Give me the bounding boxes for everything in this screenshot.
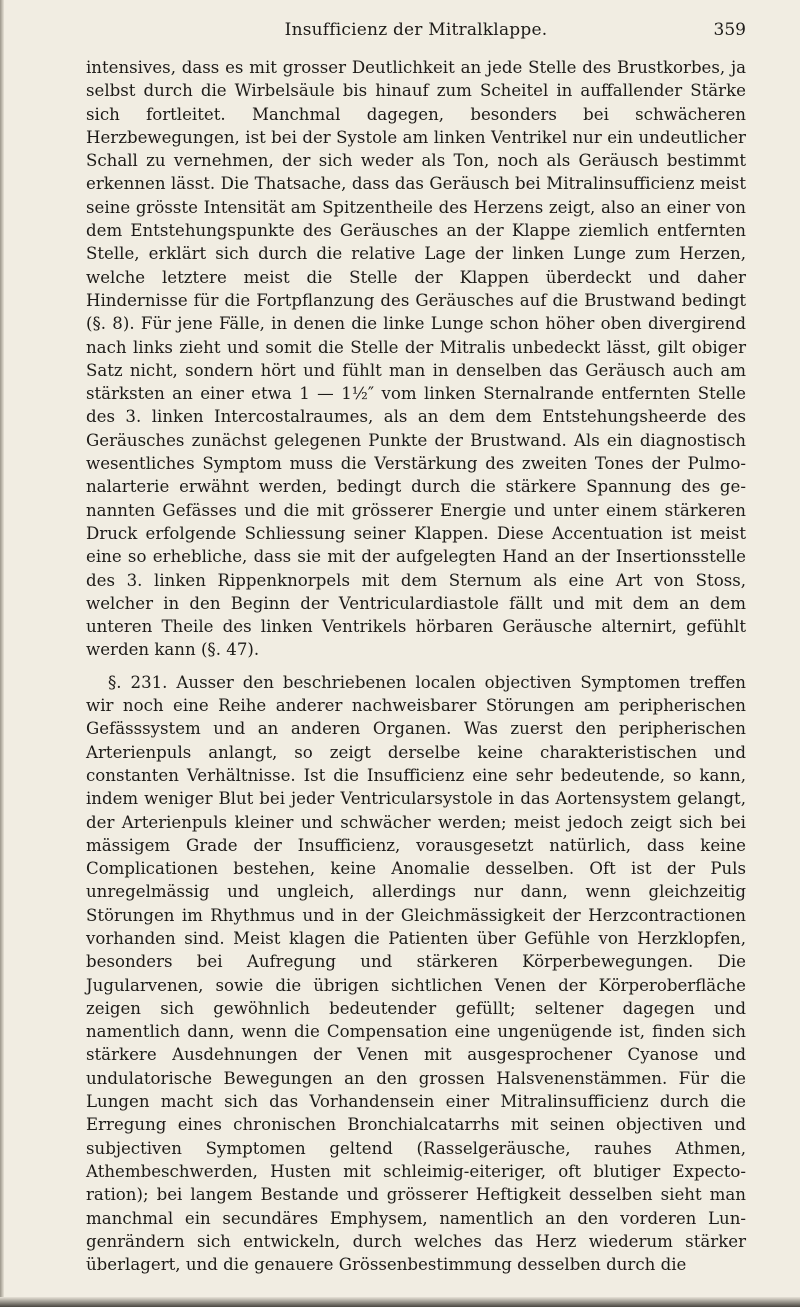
page-edge-shadow [0, 0, 4, 1307]
page-bottom-edge [0, 1297, 800, 1307]
body-text [86, 56, 746, 1276]
paragraph-2-section-231: §. 231. Ausser den beschriebenen localen objectiven Symptomen treffen wir noch eine Reihe anderer nachweisbarer Störungen am peripherischen Gefässsystem und an anderen Organen. Was zuerst den peripherischen Arterienpuls anlangt, so zeigt derselbe keine charakteristischen und constanten Verhältnisse. Ist die Insufficienz eine sehr bedeutende, so kann, indem weniger Blut bei jeder Ventricularsystole in das Aortensystem gelangt, der Arterienpuls kleiner und schwächer werden; meist jedoch zeigt sich bei mässigem Grade der Insufficienz, vorausgesetzt natürlich, dass keine Complicationen bestehen, keine Anomalie desselben. Oft ist der Puls unregelmässig und ungleich, allerdings nur dann, wenn gleichzeitig Störungen im Rhythmus und in der Gleichmässigkeit der Herzcontractionen vorhanden sind. Meist klagen die Patienten über Gefühle von Herzklopfen, besonders bei Aufregung und stärkeren Körperbewegungen. Die Jugularvenen, sowie die übrigen sichtlichen Venen der Körperoberfläche zeigen sich gewöhnlich bedeutender gefüllt; seltener dagegen und namentlich dann, wenn die Compensation eine ungenügende ist, finden sich stärkere Ausdehnungen der Venen mit ausgesprochener Cyanose und undulatorische Bewegungen an den grossen Halsvenenstämmen. Für die Lungen macht sich das Vorhandensein einer Mitralinsufficienz durch die Erregung eines chronischen Bronchialcatarrhs mit seinen objectiven und subjectiven Symptomen geltend (Rasselgeräusche, rauhes Athmen, Athembeschwerden, Husten mit schleimig-eiteriger, oft blutiger Expectoration); bei langem Bestande und grösserer Heftigkeit desselben sieht man manchmal ein secundäres Emphysem, namentlich an den vorderen Lungenrändern sich entwickeln, durch welches das Herz wiederum stärker überlagert, und die genauere Grössenbestimmung desselben durch die [86, 672, 746, 1275]
page-number: 359 [713, 20, 746, 40]
running-title: Insufficienz der Mitralklappe. [284, 20, 548, 40]
paragraph-1: intensives, dass es mit grosser Deutlichkeit an jede Stelle des Brustkorbes, ja selbst durch die Wirbelsäule bis hinauf zum Scheitel in auffallender Stärke sich fortleitet. Manchmal dagegen, besonders bei schwächeren Herzbewegungen, ist bei der Systole am linken Ventrikel nur ein undeutlicher Schall zu vernehmen, der sich weder als Ton, noch als Geräusch bestimmt erkennen lässt. Die Thatsache, dass das Geräusch bei Mitralinsufficienz meist seine grösste Intensität am Spitzentheile des Herzens zeigt, also an einer von dem Entstehungspunkte des Geräusches an der Klappe ziemlich entfernten Stelle, erklärt sich durch die relative Lage der linken Lunge zum Herzen, welche letztere meist die Stelle der Klappen überdeckt und daher Hindernisse für die Fortpflanzung des Geräusches auf die Brustwand bedingt (§. 8). Für jene Fälle, in denen die linke Lunge schon höher oben divergirend nach links zieht und somit die Stelle der Mitralis unbedeckt lässt, gilt obiger Satz nicht, sondern hört und fühlt man in denselben das Geräusch auch am stärksten an einer etwa 1 — 1½″ vom linken Sternalrande entfernten Stelle des 3. linken Intercostalraumes, als an dem dem Entstehungsheerde des Geräusches zunächst gelegenen Punkte der Brustwand. Als ein diagnostisch wesentliches Symptom muss die Verstärkung des zweiten Tones der Pulmonalarterie erwähnt werden, bedingt durch die stärkere Spannung des genannten Gefässes und die mit grösserer Energie und unter einem stärkeren Druck erfolgende Schliessung seiner Klappen. Diese Accentuation ist meist eine so erhebliche, dass sie mit der aufgelegten Hand an der Insertionsstelle des 3. linken Rippenknorpels mit dem Sternum als eine Art von Stoss, welcher in den Beginn der Ventriculardiastole fällt und mit dem an dem unteren Theile des linken Ventrikels hörbaren Geräusche alternirt, gefühlt werden kann (§. 47). [86, 58, 746, 660]
page-header [86, 20, 746, 50]
